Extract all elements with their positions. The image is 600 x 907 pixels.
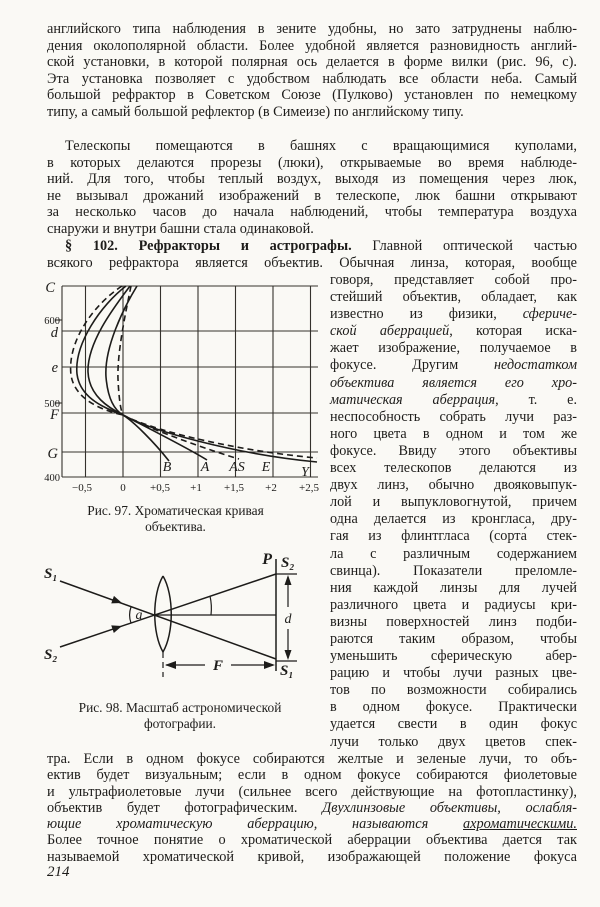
text-line: удается свести в один фокус <box>330 716 577 733</box>
label-f: F <box>212 658 224 674</box>
curve-label-B: B <box>162 460 172 475</box>
label-s1-right: S₁ <box>280 663 294 679</box>
curve-Y <box>118 286 317 458</box>
text-line: дения околополярной области. Более удобной является разновидность англий- <box>47 37 577 54</box>
curve-AS <box>71 286 239 459</box>
text-line: Рис. 97. Хроматическая кривая <box>87 503 264 518</box>
text-line: английского типа наблюдения в зените удобны, но зато затруднены наблю- <box>47 21 577 37</box>
label-d: d <box>284 612 292 627</box>
text-line: § 102. Рефракторы и астрографы. Главной оптической частью <box>65 238 577 254</box>
x-tick-plus1: +1 <box>190 482 202 494</box>
curve-label-A: A <box>200 460 210 475</box>
label-angle-a: a <box>135 608 143 623</box>
curve-label-E: E <box>261 460 271 475</box>
x-tick-plus05: +0,5 <box>150 482 170 494</box>
text-line: всех телескопов делаются из <box>330 460 577 477</box>
text-line: лой и выпукловогнутой, причем <box>330 494 577 511</box>
text-line: Рис. 98. Масштаб астрономической <box>78 700 282 715</box>
text-line: матическая аберрация, т. е. <box>330 391 577 408</box>
label-s2-right: S₂ <box>281 555 295 571</box>
text-line: не вызывал дрожаний изображений в телескопе, люк башни открывают <box>47 187 577 204</box>
text-line: ного цвета в одном и том же <box>330 425 577 442</box>
ray-s2-arrowhead <box>111 622 123 633</box>
text-line: рацию и чтобы лучи разных цве- <box>330 665 577 682</box>
text-line: тра. Если в одном фокусе собираются желтые и зеленые лучи, то объ- <box>47 751 577 767</box>
text-line: известно из физики, сфериче- <box>330 306 577 323</box>
ray-s1-arrowhead <box>111 596 123 607</box>
text-line: Более точное понятие о хроматической аберрации объектива дается так <box>47 832 577 849</box>
text-line: ющие хроматическую аберрацию, называются ахроматическими. <box>47 816 577 833</box>
x-tick-0: 0 <box>120 482 126 494</box>
text-line: объектива. <box>145 519 206 534</box>
y-label-600: 600 <box>44 316 60 327</box>
text-line: называемой хроматической кривой, изображающей положение фокуса <box>47 848 577 865</box>
text-line: объектива является его хро- <box>330 374 577 391</box>
y-label-C: C <box>45 280 55 296</box>
ray-s2 <box>60 574 276 647</box>
text-line: говоря, представляет собой про- <box>330 272 577 288</box>
text-line: ской установки, в которой полярная ось делается в форме вилки (рис. 96, с). <box>47 54 577 70</box>
y-label-F: F <box>50 407 59 423</box>
ray-s1 <box>60 581 276 659</box>
text-line: различного цвета и радиусы кри- <box>330 596 577 613</box>
text-line: гая из флинтгласа (сорта́ стек- <box>330 528 577 545</box>
text-line: ектив будет визуальным; если в одном фокусе собираются фиолетовые <box>47 767 577 784</box>
text-line: жает изображение, получаемое в <box>330 340 577 357</box>
text-line: типу, а самый большой рефлектор (в Симеизе) по английскому типу. <box>47 103 464 120</box>
label-p: P <box>262 551 272 568</box>
text-line: фокусе. Другим недостатком <box>330 357 577 374</box>
text-line: всякого рефрактора является объектив. Обычная линза, которая, вообще <box>47 254 577 271</box>
right-column-text <box>330 272 577 751</box>
text-line: стейший объектив, обладает, как <box>330 289 577 306</box>
text-line: Телескопы помещаются в башнях с вращающимися куполами, <box>65 138 577 154</box>
text-line: свинца). Показатели преломле- <box>330 562 577 579</box>
section-102-heading-paragraph <box>47 238 577 271</box>
text-line: ния каждой линзы для лучей <box>330 579 577 596</box>
y-label-e: e <box>51 360 58 376</box>
lens-scale-diagram <box>38 549 303 684</box>
text-line: лучи только двух цветов спек- <box>330 733 577 750</box>
x-tick-plus25: +2,5 <box>299 482 319 494</box>
text-line: за несколько часов до начала наблюдений, чтобы температура воздуха <box>47 204 577 220</box>
angle-arc-right <box>210 596 211 615</box>
figure-98-diagram <box>38 549 303 684</box>
text-line: ской аберрацией, которая иска- <box>330 323 577 340</box>
angle-arc-left <box>130 607 131 623</box>
text-line: тов по возможности собирались <box>330 682 577 699</box>
text-line: в которых делаются прорезы (люки), открываемые во время наблюде- <box>47 154 577 171</box>
text-line: фотографии. <box>143 716 217 731</box>
text-line: неспособность собрать лучи раз- <box>330 408 577 425</box>
figure-98-caption <box>40 700 320 732</box>
text-line: снаружи и внутри башни стала одинаковой. <box>47 220 314 237</box>
text-line: и ультрафиолетовые лучи (сильнее всего действующие на фотопластинку), <box>47 783 577 800</box>
y-label-G: G <box>47 446 58 462</box>
x-tick-minus05: −0,5 <box>72 482 92 494</box>
text-line: ний. Для того, чтобы теплый воздух, выходя из помещения через люк, <box>47 171 577 187</box>
text-line: большой рефрактор в Советском Союзе (Пулково) установлен по немецкому <box>47 87 577 103</box>
text-line: Эта установка позволяет с удобством наблюдать все области неба. Самый <box>47 70 577 87</box>
y-label-500: 500 <box>44 399 60 410</box>
paragraph-telescope-domes <box>47 138 577 237</box>
chromatic-curve-plot <box>33 280 323 495</box>
y-label-400: 400 <box>44 473 60 484</box>
x-tick-plus15: +1,5 <box>224 482 244 494</box>
figure-97-caption <box>38 503 313 535</box>
y-label-d: d <box>50 325 58 341</box>
text-line: визны поверхностей линз подби- <box>330 613 577 630</box>
curve-A <box>77 286 207 460</box>
text-line: в одном фокусе. Практически <box>330 699 577 716</box>
figure-97-chart <box>33 280 323 495</box>
label-s1-left: S₁ <box>44 566 58 582</box>
paragraph-focus-colors <box>47 751 577 865</box>
text-line: фокусе. Ввиду этого объективы <box>330 442 577 459</box>
text-line: раются таким образом, чтобы <box>330 630 577 647</box>
text-line: уменьшить сферическую абер- <box>330 648 577 665</box>
page-number: 214 <box>47 864 70 880</box>
label-s2-left: S₂ <box>44 647 58 663</box>
text-line: двух линз, обычно двояковыпук- <box>330 477 577 494</box>
text-line: ла с различным содержанием <box>330 545 577 562</box>
curve-label-Y: Y <box>301 465 309 480</box>
curve-E <box>106 286 317 462</box>
curve-label-AS: AS <box>229 460 245 475</box>
x-tick-plus2: +2 <box>265 482 277 494</box>
text-line: объектив будет фотографическим. Двухлинзовые объективы, ослабля- <box>47 799 577 816</box>
text-line: одна делается из кронгласа, дру- <box>330 511 577 528</box>
paragraph-mount-types <box>47 21 577 120</box>
